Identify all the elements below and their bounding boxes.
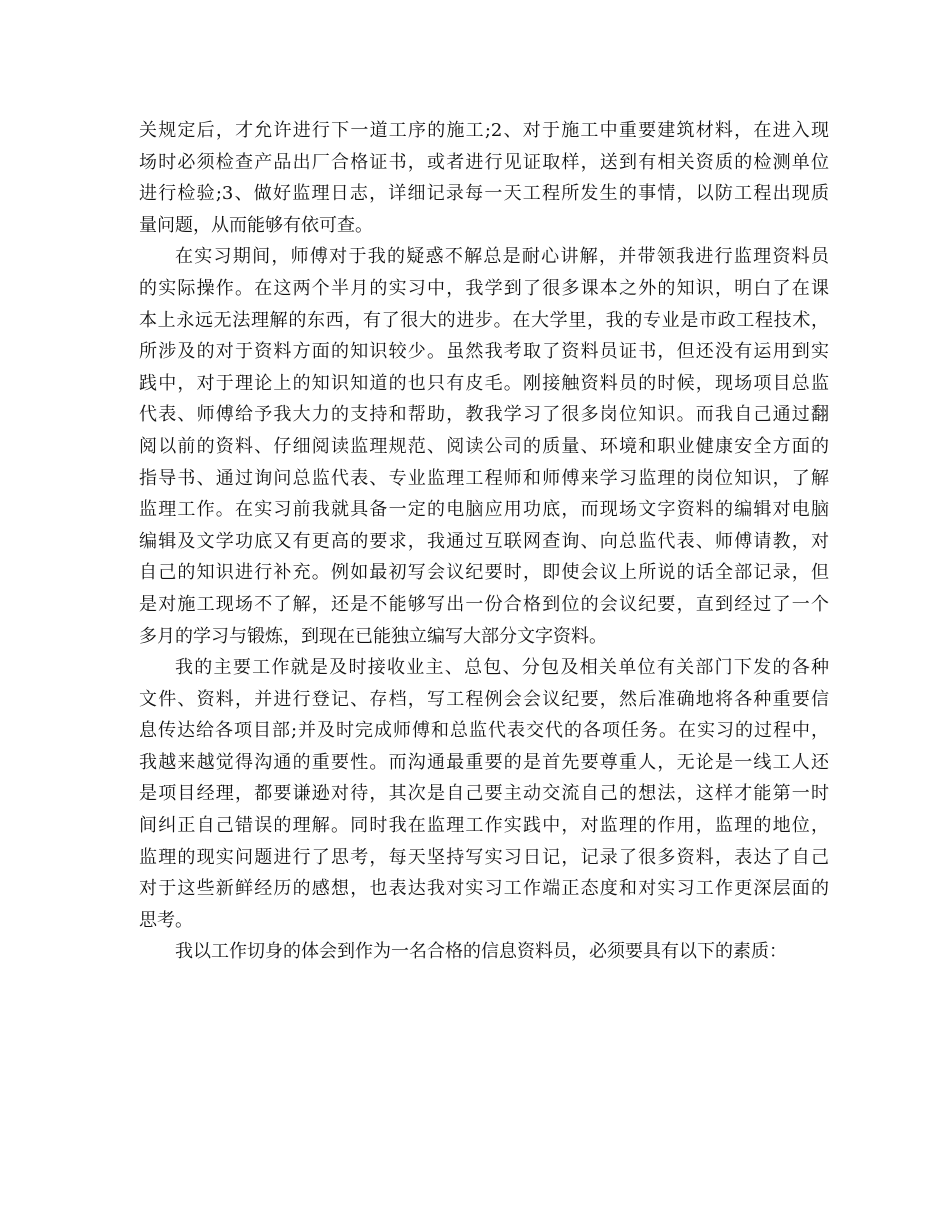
paragraph-start-line: 我以工作切身的体会到作为一名合格的信息资料员，必须要具有以下的素质：: [175, 941, 787, 963]
text-line: 的实际操作。在这两个半月的实习中，我学到了很多课本之外的知识，明白了在课: [139, 277, 829, 299]
text-line: 我越来越觉得沟通的重要性。而沟通最重要的是首先要尊重人，无论是一线工人还: [139, 751, 829, 773]
paragraph-start-line: 我的主要工作就是及时接收业主、总包、分包及相关单位有关部门下发的各种: [175, 657, 829, 679]
text-line: 是对施工现场不了解，还是不能够写出一份合格到位的会议纪要，直到经过了一个: [139, 593, 829, 615]
text-line: 监理工作。在实习前我就具备一定的电脑应用功底，而现场文字资料的编辑对电脑: [139, 499, 829, 521]
text-line: 本上永远无法理解的东西，有了很大的进步。在大学里，我的专业是市政工程技术，: [139, 309, 829, 331]
text-line: 践中，对于理论上的知识知道的也只有皮毛。刚接触资料员的时候，现场项目总监: [139, 372, 829, 394]
text-line: 思考。: [139, 909, 193, 931]
text-line: 对于这些新鲜经历的感想，也表达我对实习工作端正态度和对实习工作更深层面的: [139, 878, 829, 900]
text-line: 监理的现实问题进行了思考，每天坚持写实习日记，记录了很多资料，表达了自己: [139, 846, 829, 868]
text-line: 代表、师傅给予我大力的支持和帮助，教我学习了很多岗位知识。而我自己通过翻: [139, 404, 829, 426]
paragraph-start-line: 在实习期间，师傅对于我的疑惑不解总是耐心讲解，并带领我进行监理资料员: [175, 246, 829, 268]
text-line: 关规定后，才允许进行下一道工序的施工;2、对于施工中重要建筑材料，在进入现: [139, 120, 829, 141]
text-line: 息传达给各项目部;并及时完成师傅和总监代表交代的各项任务。在实习的过程中，: [139, 720, 829, 742]
text-line: 所涉及的对于资料方面的知识较少。虽然我考取了资料员证书，但还没有运用到实: [139, 341, 829, 363]
text-line: 多月的学习与锻炼，到现在已能独立编写大部分文字资料。: [139, 625, 607, 647]
text-line: 指导书、通过询问总监代表、专业监理工程师和师傅来学习监理的岗位知识，了解: [139, 467, 829, 489]
body-text: [139, 115, 829, 968]
text-line: 间纠正自己错误的理解。同时我在监理工作实践中，对监理的作用，监理的地位，: [139, 815, 829, 837]
text-line: 场时必须检查产品出厂合格证书，或者进行见证取样，送到有相关资质的检测单位: [139, 151, 829, 173]
text-line: 进行检验;3、做好监理日志，详细记录每一天工程所发生的事情，以防工程出现质: [139, 183, 829, 205]
text-line: 编辑及文学功底又有更高的要求，我通过互联网查询、向总监代表、师傅请教，对: [139, 530, 829, 552]
text-line: 文件、资料，并进行登记、存档，写工程例会会议纪要，然后准确地将各种重要信: [139, 688, 829, 710]
text-line: 量问题，从而能够有依可查。: [139, 214, 373, 236]
text-line: 是项目经理，都要谦逊对待，其次是自己要主动交流自己的想法，这样才能第一时: [139, 783, 829, 805]
text-line: 自己的知识进行补充。例如最初写会议纪要时，即使会议上所说的话全部记录，但: [139, 562, 829, 584]
text-line: 阅以前的资料、仔细阅读监理规范、阅读公司的质量、环境和职业健康安全方面的: [139, 435, 829, 457]
